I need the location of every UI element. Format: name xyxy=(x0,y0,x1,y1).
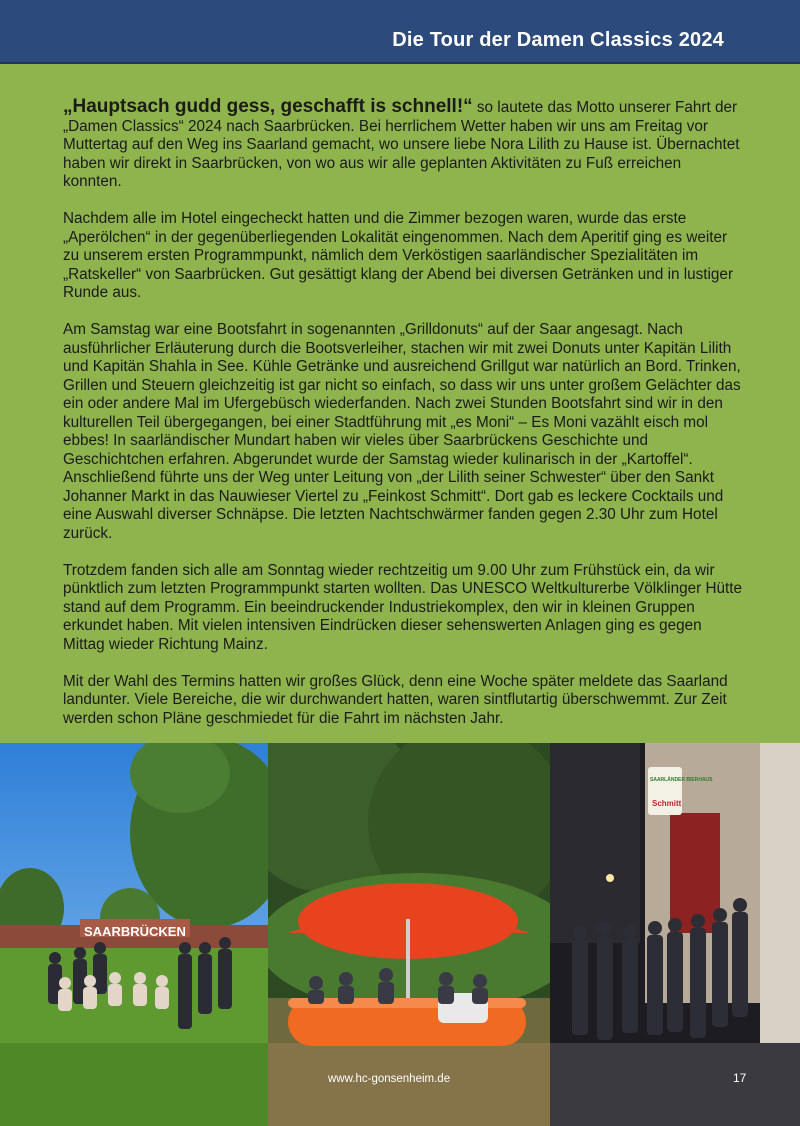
article-text xyxy=(63,98,743,747)
page-title: Die Tour der Damen Classics 2024 xyxy=(392,29,724,51)
page-header xyxy=(0,0,800,64)
paragraph-1-text: so lautete das Motto unserer Fahrt der „Damen Classics“ 2024 nach Saarbrücken. Bei herrlichem Wetter haben wir uns am Freitag vor Muttertag auf den Weg ins Saarland gemacht, wo unsere liebe Nora Lilith zu Hause ist. Übernachtet haben wir direkt in Saarbrücken, von wo aus wir alle geplanten Aktivitäten zu Fuß erreichen konnten. xyxy=(63,99,740,190)
pub-sign-bottom: Schmitt xyxy=(652,799,682,808)
footer-url: www.hc-gonsenheim.de xyxy=(328,1073,451,1085)
paragraph-1 xyxy=(63,98,743,192)
article-section xyxy=(0,64,800,744)
paragraph-3: Am Samstag war eine Bootsfahrt in sogenannten „Grilldonuts“ auf der Saar angesagt. Nach ausführlicher Erläuterung durch die Bootsverleiher, stachen wir mit zwei Donuts unter Kapitän Lilith und Kapitän Shahla in See. Kühle Getränke und ausreichend Grillgut war natürlich an Bord. Trinken, Grillen und Steuern gleichzeitig ist gar nicht so einfach, so dass wir uns unter großem Gelächter das ein oder andere Mal im Ufergebüsch wiederfanden. Nach zwei Stunden Bootsfahrt sind wir in den kulturellen Teil übergegangen, bei einer Stadtführung mit „es Moni“ – Es Moni vazählt eisch mol ebbes! In saarländischer Mundart haben wir vieles über Saarbrückens Geschichte und Geschichtchen erfahren. Abgerundet wurde der Samstag wieder kulinarisch in der „Kartoffel“. Anschließend führte uns der Weg unter Leitung von „der Lilith seiner Schwester“ über den Sankt Johanner Markt in das Nauwieser Viertel zu „Feinkost Schmitt“. Dort gab es leckere Cocktails und eine Auswahl diverser Schnäpse. Die letzten Nachtschwärmer fanden gegen 2.30 Uhr zum Hotel zurück. xyxy=(63,321,741,542)
paragraph-2: Nachdem alle im Hotel eingecheckt hatten und die Zimmer bezogen waren, wurde das erste „Aperölchen“ in der gegenüberliegenden Lokalität eingenommen. Nach dem Aperitif ging es weiter zu unserem ersten Programmpunkt, nämlich dem Verköstigen saarländischer Spezialitäten im „Ratskeller“ von Saarbrücken. Gut gesättigt klang der Abend bei diversen Getränken und in lustiger Runde aus. xyxy=(63,210,734,301)
paragraph-5: Mit der Wahl des Termins hatten wir großes Glück, denn eine Woche später meldete das Saarland landunter. Viele Bereiche, die wir durchwandert hatten, waren sintflutartig überschwemmt. Zur Zeit werden schon Pläne geschmiedet für die Fahrt im nächsten Jahr. xyxy=(63,672,728,727)
photo-group-night-pub xyxy=(550,743,800,1126)
motto: „Hauptsach gudd gess, geschafft is schnell!“ xyxy=(63,96,473,117)
photo-group-saarbruecken xyxy=(0,743,268,1126)
pub-sign-top: SAARLÄNDER BIERHAUS xyxy=(650,777,713,783)
paragraph-4: Trotzdem fanden sich alle am Sonntag wieder rechtzeitig um 9.00 Uhr zum Frühstück ein, da wir pünktlich zum letzten Programmpunkt starten wollten. Das UNESCO Weltkulturerbe Völklinger Hütte stand auf dem Programm. Ein beeindruckender Industriekomplex, den wir in kleinen Gruppen erkundet haben. Mit vielen intensiven Eindrücken dieser sehenswerten Anlagen ging es gegen Mittag wieder Richtung Mainz. xyxy=(63,561,743,653)
page-number: 17 xyxy=(733,1071,747,1085)
photo-strip xyxy=(0,743,800,1126)
photo-grill-donut-boat xyxy=(268,743,550,1126)
saarbruecken-sign: SAARBRÜCKEN xyxy=(84,924,186,939)
